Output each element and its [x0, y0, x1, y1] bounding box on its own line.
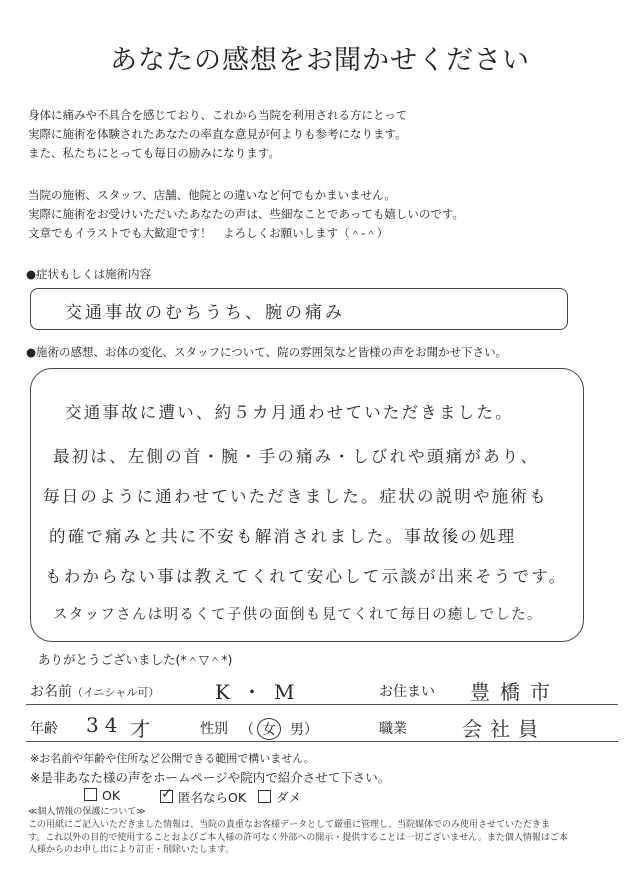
privacy-line: この用紙にご記入いただきました情報は、当院の貴重なお客様データとして厳重に管理し、当院媒体でのみ使用させていただきま: [28, 820, 551, 830]
gender-close-paren: ）: [304, 722, 318, 738]
address-value[interactable]: 豊橋市: [470, 680, 560, 704]
intro-paragraph-2: [28, 186, 464, 243]
symptom-box[interactable]: [30, 288, 568, 330]
option-anonymous-label: 匿名ならOK: [178, 790, 247, 805]
age-underline: [26, 741, 618, 742]
checkbox-ok[interactable]: [84, 788, 97, 801]
gender-open-paren: （: [240, 722, 254, 738]
job-label: 職業: [379, 721, 407, 737]
intro-line: 実際に施術をお受けいただいたあなたの声は、些細なことであっても嬉しいのです。: [28, 207, 464, 221]
privacy-line: 人様からのお申し出により訂正・削除いたします。: [28, 845, 235, 855]
gender-male[interactable]: 男: [290, 722, 304, 738]
name-label: [30, 681, 159, 701]
permission-question: ※是非あなた様の声をホームページや院内で紹介させて下さい。: [30, 770, 391, 785]
impression-line: 最初は、左側の首・腕・手の痛み・しびれや頭痛があり、: [53, 447, 540, 466]
intro-line: 実際に施術を体験されたあなたの率直な意見が何よりも参考になります。: [28, 127, 407, 141]
symptom-heading: ●症状もしくは施術内容: [26, 267, 152, 281]
intro-paragraph-1: [28, 106, 407, 163]
option-ok-label: OK: [102, 788, 121, 803]
gender-female[interactable]: 女: [257, 718, 281, 740]
privacy-heading: ≪個人情報の保護について≫: [28, 807, 146, 817]
checkbox-no[interactable]: [258, 790, 271, 803]
intro-line: また、私たちにとっても毎日の励みになります。: [28, 146, 280, 160]
job-value[interactable]: 会社員: [462, 717, 546, 741]
intro-line: 身体に痛みや不具合を感じており、これから当院を利用される方にとって: [28, 108, 408, 122]
symptom-answer: 交通事故のむちうち、腕の痛み: [65, 303, 345, 323]
option-anonymous-ok[interactable]: [160, 788, 246, 806]
impression-heading: ●施術の感想、お体の変化、スタッフについて、院の雰囲気など皆様の声をお聞かせ下さい。: [26, 345, 508, 359]
gender-options: [240, 718, 318, 740]
checkbox-anonymous-ok[interactable]: [160, 790, 173, 803]
name-label-text: お名前: [30, 684, 72, 700]
publish-range-note: ※お名前や年齢や住所など公開できる範囲で構いません。: [30, 752, 315, 765]
option-no[interactable]: [258, 788, 301, 806]
impression-line: 的確で痛みと共に不安も解消されました。事故後の処理: [49, 527, 517, 546]
age-unit: 才: [130, 717, 150, 741]
gender-label: 性別: [200, 721, 228, 737]
impression-line: もわからない事は教えてくれて安心して示談が出来そうです。: [45, 567, 568, 586]
impression-line: 交通事故に遭い、約５カ月通わせていただきました。: [65, 403, 514, 422]
intro-line: 文章でもイラストでも大歓迎です！ よろしくお願いします（＾-＾）: [28, 226, 389, 240]
name-note: （イニシャル可）: [72, 686, 160, 699]
option-ok[interactable]: [84, 788, 120, 803]
impression-line: 毎日のように通わせていただきました。症状の説明や施術も: [43, 487, 548, 506]
privacy-text: [28, 819, 628, 857]
option-no-label: ダメ: [276, 790, 302, 805]
name-underline: [26, 704, 618, 705]
age-value[interactable]: 34: [86, 713, 124, 737]
age-label: 年齢: [30, 721, 58, 737]
intro-line: 当院の施術、スタッフ、店舗、他院との違いなど何でもかまいません。: [28, 188, 396, 202]
impression-line: スタッフさんは明るくて子供の面倒も見てくれて毎日の癒しでした。: [53, 607, 543, 623]
privacy-line: す。これ以外の目的で使用することおよびご本人様の許可なく外部への開示・提供することは一切ございません。また個人情報はご本: [28, 832, 568, 843]
impression-box[interactable]: [30, 368, 584, 642]
name-value[interactable]: K・M: [215, 680, 307, 704]
address-label: お住まい: [379, 684, 435, 700]
page-title: あなたの感想をお聞かせください: [110, 45, 530, 76]
thanks-text: ありがとうございました(*＾▽＾*): [38, 652, 233, 667]
